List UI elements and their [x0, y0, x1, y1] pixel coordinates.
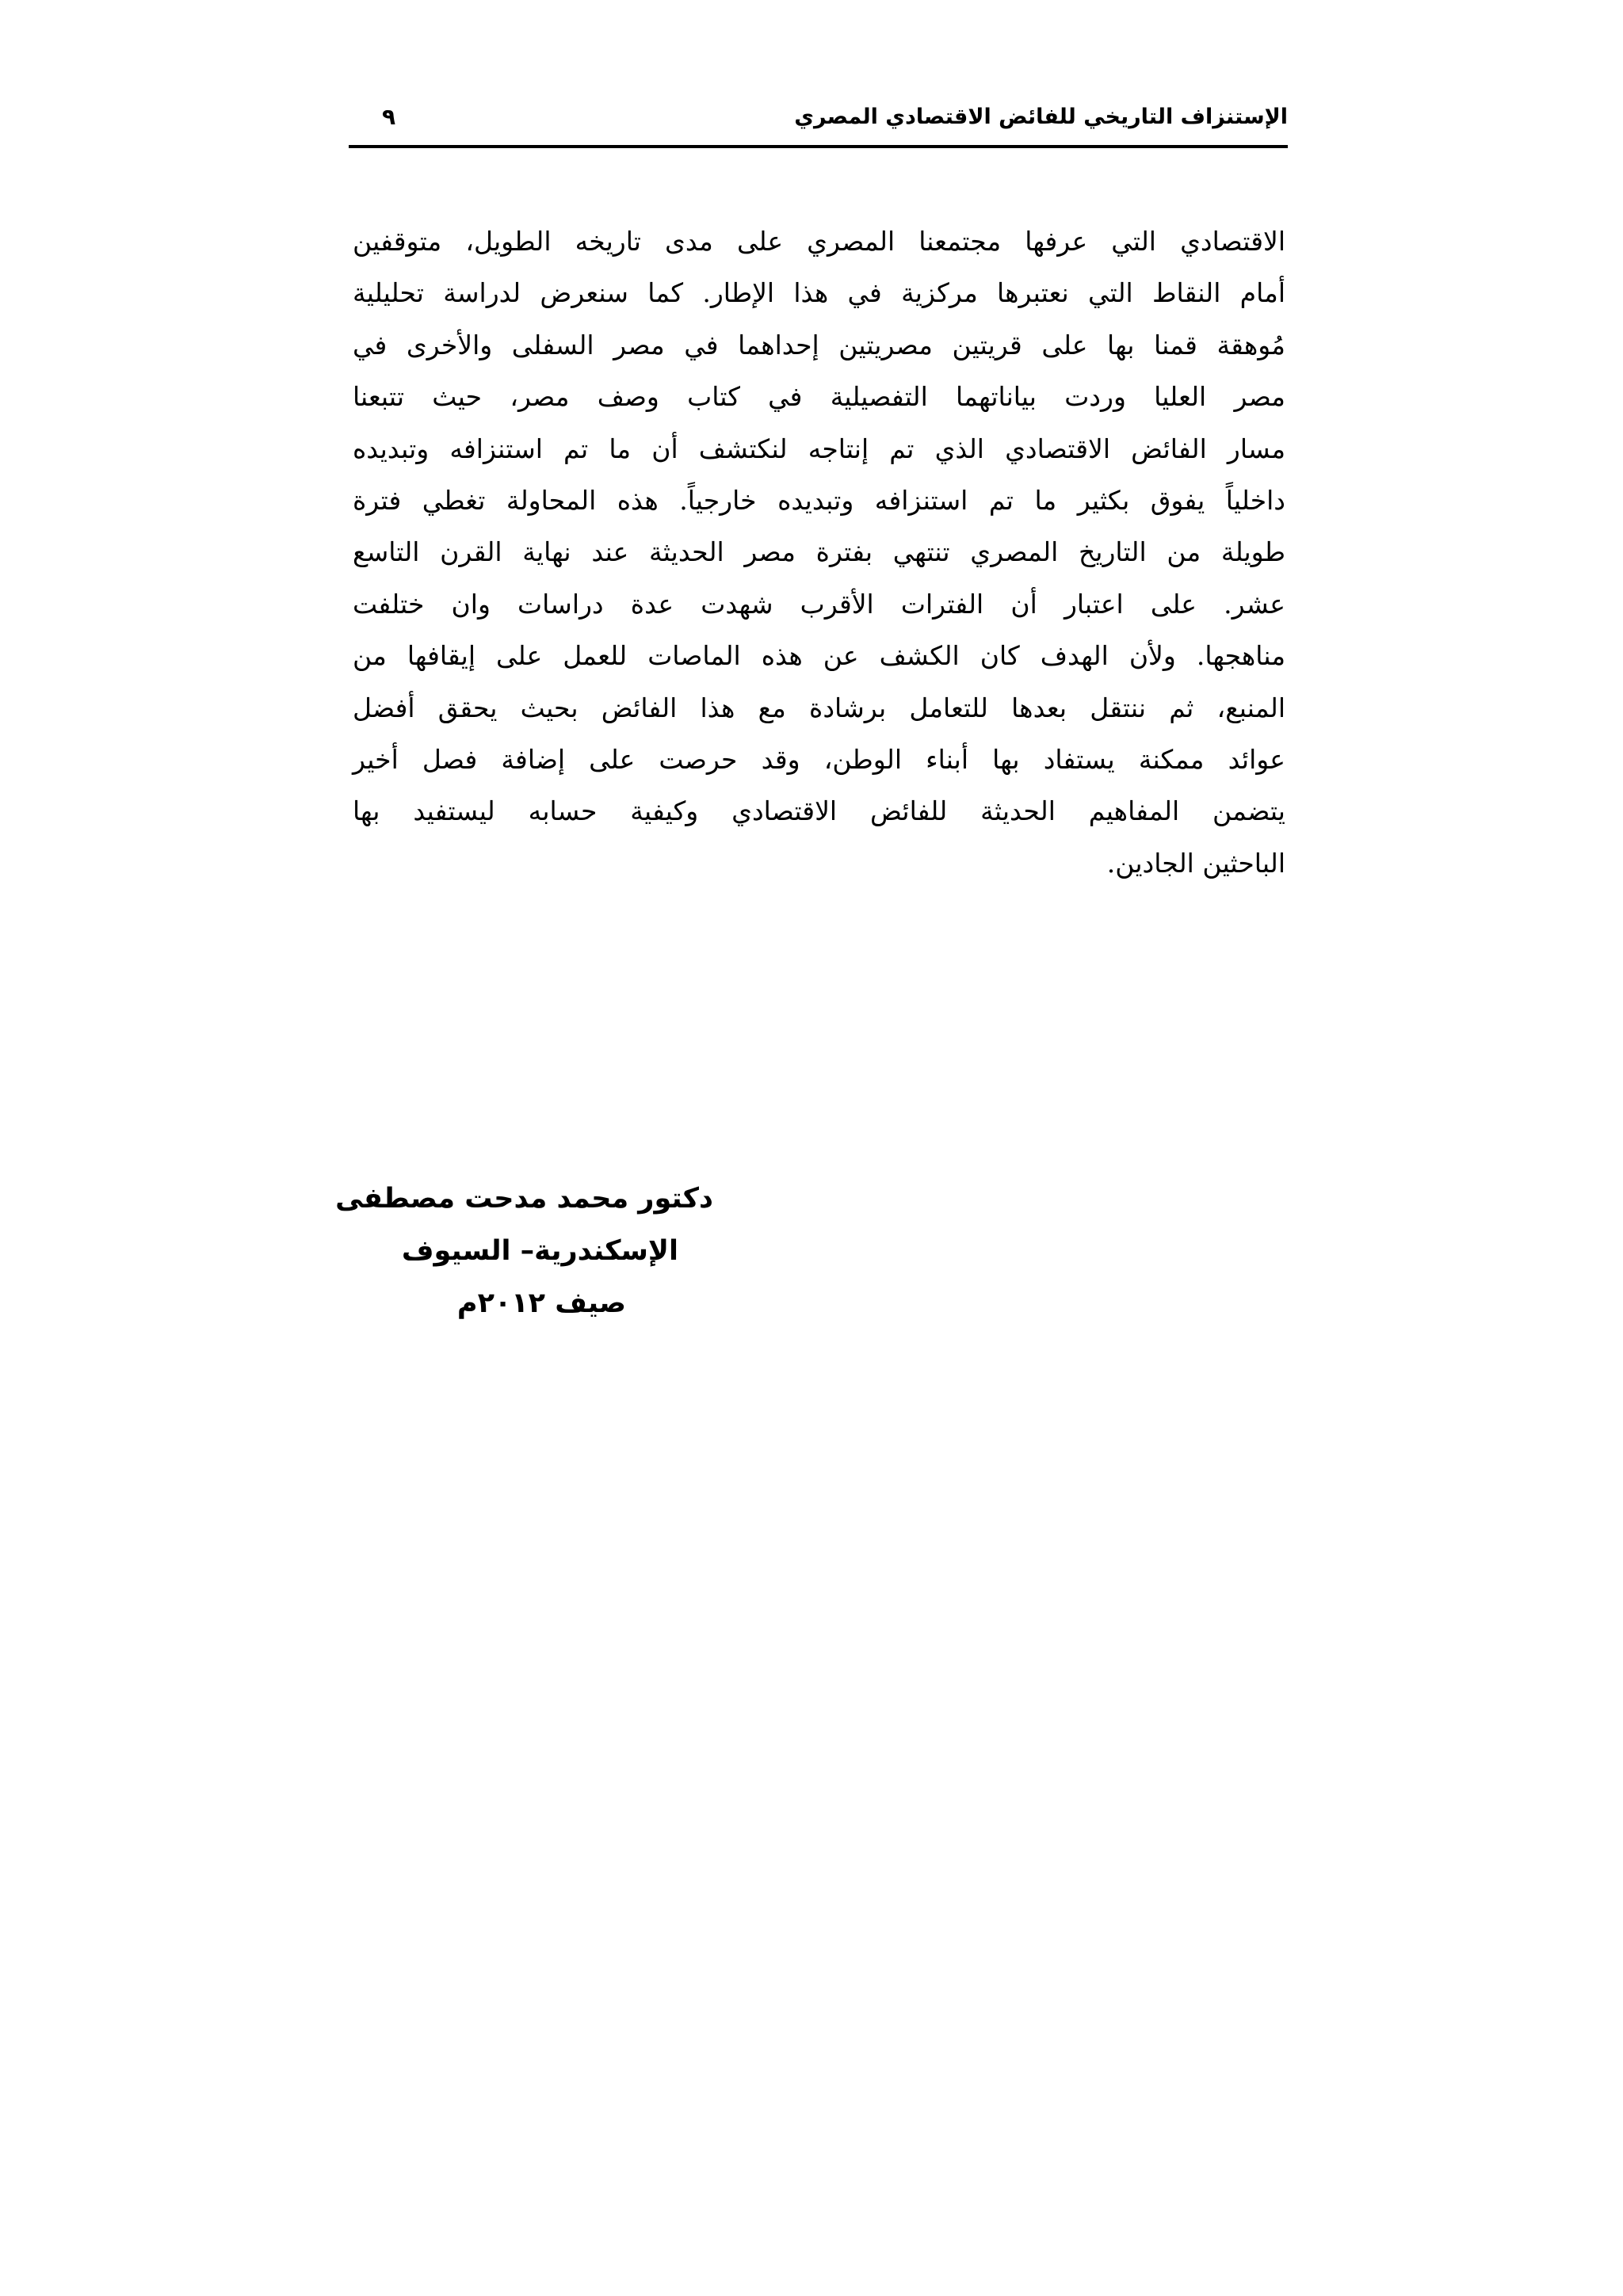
body-line-4: مصر العليا وردت بياناتهما التفصيلية في كتاب وصف مصر، حيث تتبعنا	[353, 381, 1285, 413]
author-location: الإسكندرية– السيوف	[401, 1235, 678, 1267]
body-line-2: أمام النقاط التي نعتبرها مركزية في هذا الإطار. كما سنعرض لدراسة تحليلية	[353, 277, 1285, 309]
running-header	[349, 101, 1288, 149]
body-line-12: يتضمن المفاهيم الحديثة للفائض الاقتصادي وكيفية حسابه ليستفيد بها	[353, 795, 1285, 827]
body-line-1: الاقتصادي التي عرفها مجتمعنا المصري على مدى تاريخه الطويل، متوقفين	[353, 226, 1285, 257]
body-line-13: الباحثين الجادين.	[1106, 847, 1285, 879]
body-line-3: مُوهقة قمنا بها على قريتين مصريتين إحداهما في مصر السفلى والأخرى في	[353, 329, 1285, 360]
body-line-9: مناهجها. ولأن الهدف كان الكشف عن هذه الماصات للعمل على إيقافها من	[353, 640, 1285, 672]
body-line-7: طويلة من التاريخ المصري تنتهي بفترة مصر الحديثة عند نهاية القرن التاسع	[353, 536, 1285, 568]
signature-date: صيف ٢٠١٢م	[456, 1287, 626, 1319]
body-line-5: مسار الفائض الاقتصادي الذي تم إنتاجه لنكتشف أن ما تم استنزافه وتبديده	[353, 433, 1285, 464]
body-line-6: داخلياً يفوق بكثير ما تم استنزافه وتبديده خارجياً. هذه المحاولة تغطي فترة	[353, 484, 1285, 516]
header-divider	[349, 145, 1288, 148]
running-header-title: الإستنزاف التاريخي للفائض الاقتصادي المصري	[794, 105, 1288, 129]
body-line-11: عوائد ممكنة يستفاد بها أبناء الوطن، وقد حرصت على إضافة فصل أخير	[353, 743, 1285, 775]
body-line-8: عشر. على اعتبار أن الفترات الأقرب شهدت عدة دراسات وان ختلفت	[353, 588, 1285, 620]
body-paragraph	[353, 215, 1285, 889]
author-name: دكتور محمد مدحت مصطفى	[335, 1183, 713, 1215]
author-signature-block	[335, 1173, 713, 1329]
page-number: ٩	[382, 104, 396, 130]
body-line-10: المنبع، ثم ننتقل بعدها للتعامل برشادة مع هذا الفائض بحيث يحقق أفضل	[353, 692, 1285, 723]
